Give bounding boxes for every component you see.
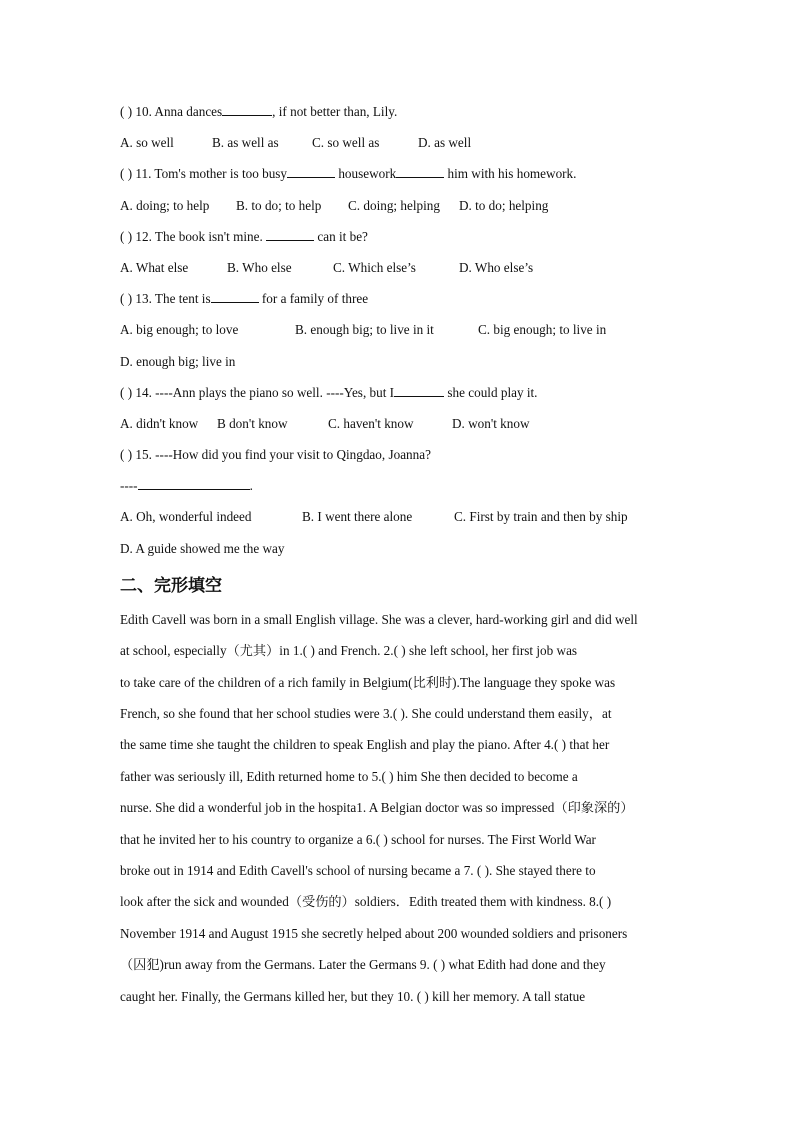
q12-stem-pre: ( ) 12. The book isn't mine.: [120, 228, 267, 244]
section-2-title: 二、完形填空: [120, 575, 222, 596]
q11-stem-post: him with his homework.: [444, 166, 577, 182]
question-11-options: [120, 194, 680, 225]
q12-stem-post: can it be?: [314, 228, 368, 244]
q13-stem-pre: ( ) 13. The tent is: [120, 291, 211, 307]
q10-option-b: B. as well as: [212, 135, 279, 151]
q13-option-c: C. big enough; to live in: [478, 322, 607, 338]
q13-option-b: B. enough big; to live in it: [295, 322, 434, 338]
passage-line: nurse. She did a wonderful job in the hospita1. A Belgian doctor was so impressed（印象深的）: [120, 800, 634, 816]
document-page: [120, 100, 680, 1016]
passage-line: father was seriously ill, Edith returned home to 5.( ) him She then decided to become a: [120, 768, 578, 784]
q11-option-d: D. to do; helping: [459, 197, 549, 213]
q13-option-a: A. big enough; to love: [120, 322, 239, 338]
passage-line: Edith Cavell was born in a small English village. She was a clever, hard-working girl and did well: [120, 611, 638, 627]
q14-stem-post: she could play it.: [444, 384, 538, 400]
q13-option-d: D. enough big; live in: [120, 353, 236, 369]
q15-option-d: D. A guide showed me the way: [120, 540, 285, 556]
q12-option-d: D. Who else’s: [459, 259, 534, 275]
question-13-options-continued: [120, 350, 680, 381]
passage-line: November 1914 and August 1915 she secretly helped about 200 wounded soldiers and prisoners: [120, 925, 628, 941]
question-14-stem: [120, 381, 680, 412]
q15-answer-suffix: .: [249, 478, 253, 494]
passage-line: the same time she taught the children to speak English and play the piano. After 4.( ) that her: [120, 737, 610, 753]
passage-line: （囚犯)run away from the Germans. Later the Germans 9. ( ) what Edith had done and they: [120, 957, 606, 973]
question-15-answer-line: [120, 474, 680, 505]
question-13-stem: [120, 287, 680, 318]
q11-blank-1: [287, 163, 335, 178]
q10-option-a: A. so well: [120, 135, 174, 151]
q15-option-b: B. I went there alone: [302, 509, 413, 525]
q15-stem: ( ) 15. ----How did you find your visit to Qingdao, Joanna?: [120, 447, 431, 463]
q13-blank: [211, 288, 259, 303]
q14-option-a: A. didn't know: [120, 415, 199, 431]
q10-blank: [222, 101, 272, 116]
question-10-stem: [120, 100, 680, 131]
q15-option-a: A. Oh, wonderful indeed: [120, 509, 252, 525]
question-12-options: [120, 256, 680, 287]
q14-stem-pre: ( ) 14. ----Ann plays the piano so well. ----Yes, but I: [120, 384, 395, 400]
question-15-stem: [120, 443, 680, 474]
passage-line: look after the sick and wounded（受伤的）soldiers．Edith treated them with kindness. 8.( ): [120, 894, 612, 910]
question-15-options: [120, 505, 680, 536]
q10-stem-pre: ( ) 10. Anna dances: [120, 104, 223, 119]
passage-line: to take care of the children of a rich family in Belgium(比利时).The language they spoke was: [120, 674, 616, 690]
q12-option-c: C. Which else’s: [333, 259, 416, 275]
passage-line: at school, especially（尤其）in 1.( ) and French. 2.( ) she left school, her first job was: [120, 643, 578, 659]
passage-line: caught her. Finally, the Germans killed her, but they 10. ( ) kill her memory. A tall statue: [120, 988, 586, 1004]
q15-blank: [138, 475, 250, 490]
q10-option-c: C. so well as: [312, 135, 380, 151]
q11-option-c: C. doing; helping: [348, 197, 440, 213]
q15-option-c: C. First by train and then by ship: [454, 509, 628, 525]
q11-option-b: B. to do; to help: [236, 197, 322, 213]
passage-line: French, so she found that her school studies were 3.( ). She could understand them easily，at: [120, 705, 612, 721]
question-10-options: [120, 131, 680, 162]
q14-option-d: D. won't know: [452, 415, 530, 431]
q11-stem-pre: ( ) 11. Tom's mother is too busy: [120, 166, 288, 182]
q15-answer-prefix: ----: [120, 478, 138, 494]
question-12-stem: [120, 225, 680, 256]
q12-blank: [266, 226, 314, 241]
q12-option-b: B. Who else: [227, 259, 292, 275]
q11-blank-2: [396, 163, 444, 178]
q14-option-c: C. haven't know: [328, 415, 414, 431]
q13-stem-post: for a family of three: [258, 291, 369, 307]
question-11-stem: [120, 162, 680, 193]
q11-option-a: A. doing; to help: [120, 197, 210, 213]
q10-option-d: D. as well: [418, 135, 472, 151]
passage-line: broke out in 1914 and Edith Cavell's school of nursing became a 7. ( ). She stayed there to: [120, 862, 596, 878]
question-14-options: [120, 412, 680, 443]
q14-blank: [394, 382, 444, 397]
cloze-passage: [120, 608, 680, 1016]
q11-stem-mid: housework: [335, 166, 397, 182]
q14-option-b: B don't know: [217, 415, 288, 431]
q12-option-a: A. What else: [120, 259, 189, 275]
question-13-options: [120, 318, 680, 349]
passage-line: that he invited her to his country to organize a 6.( ) school for nurses. The First World War: [120, 831, 596, 847]
q10-stem-post: , if not better than, Lily.: [272, 104, 398, 119]
question-15-options-continued: [120, 537, 680, 568]
